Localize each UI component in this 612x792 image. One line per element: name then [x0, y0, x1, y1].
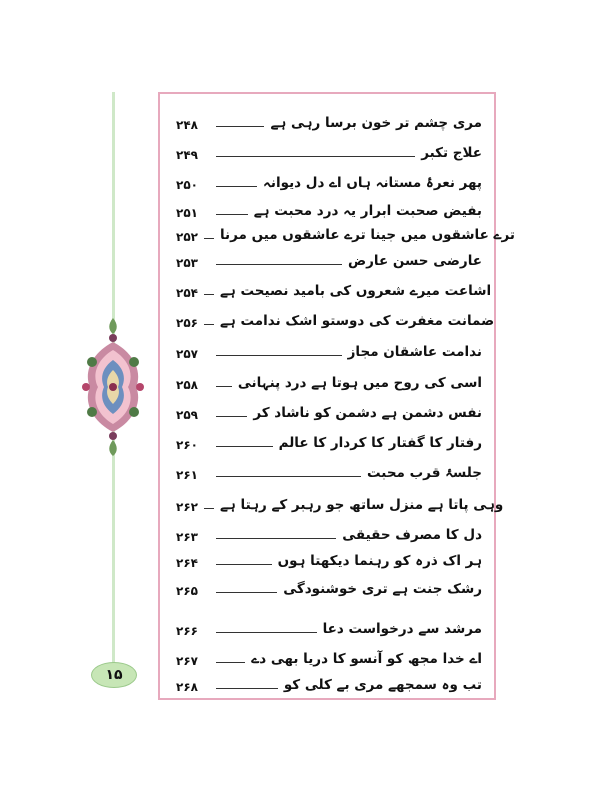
toc-entry[interactable]	[176, 335, 482, 361]
toc-entry[interactable]	[176, 612, 482, 638]
toc-entry-title: ضمانت مغفرت کی دوستو اشک ندامت ہے	[219, 313, 495, 329]
toc-entry[interactable]	[176, 304, 495, 330]
toc-entry[interactable]	[176, 544, 482, 570]
toc-page-number: ۲۶۰	[176, 438, 198, 452]
toc-entry[interactable]	[176, 396, 482, 422]
toc-entry[interactable]	[176, 274, 492, 300]
toc-entry-title: وہی پاتا ہے منزل ساتھ جو رہبر کے رہتا ہے	[219, 497, 504, 513]
toc-frame	[158, 92, 515, 700]
toc-page-number: ۲۶۵	[176, 584, 198, 598]
leader-line	[204, 238, 214, 239]
leader-line	[216, 264, 342, 265]
toc-entry-title: اے خدا مجھ کو آنسو کا دریا بھی دے	[251, 651, 482, 667]
toc-entry-title: جلسۂ قرب محبت	[367, 465, 482, 481]
toc-page-number: ۲۵۲	[176, 230, 198, 244]
toc-entry[interactable]	[176, 166, 482, 192]
leader-line	[216, 662, 245, 663]
toc-page-number: ۲۶۶	[176, 624, 198, 638]
toc-page-number: ۲۶۷	[176, 654, 198, 668]
toc-page-number: ۲۵۷	[176, 347, 198, 361]
toc-entry[interactable]	[176, 366, 482, 392]
leader-line	[216, 386, 232, 387]
toc-entry-title: ترے عاشقوں میں جینا ترے عاشقوں میں مرنا	[219, 227, 515, 243]
toc-entry[interactable]	[176, 488, 504, 514]
toc-entry[interactable]	[176, 136, 482, 162]
toc-entry-title: تب وہ سمجھے مری بے کلی کو	[283, 677, 482, 693]
leader-line	[216, 564, 272, 565]
leader-line	[216, 632, 317, 633]
toc-page-number: ۲۶۱	[176, 468, 198, 482]
leader-line	[216, 126, 264, 127]
toc-page-number: ۲۴۹	[176, 148, 198, 162]
toc-entry[interactable]	[176, 194, 482, 220]
leader-line	[216, 476, 361, 477]
toc-page-number: ۲۶۸	[176, 680, 198, 694]
toc-entry-title: مری چشم تر خون برسا رہی ہے	[270, 115, 482, 131]
leader-line	[216, 592, 277, 593]
toc-entry[interactable]	[176, 456, 482, 482]
toc-page-number: ۲۵۱	[176, 206, 198, 220]
floral-ornament-icon	[80, 314, 146, 460]
leader-line	[216, 538, 336, 539]
toc-entry-title: نفس دشمن ہے دشمن کو ناشاد کر	[253, 405, 482, 421]
toc-entry[interactable]	[176, 218, 515, 244]
page-number-badge: ۱۵	[91, 662, 137, 688]
toc-entry[interactable]	[176, 426, 482, 452]
leader-line	[216, 214, 248, 215]
toc-entry[interactable]	[176, 244, 482, 270]
leader-line	[216, 688, 278, 689]
toc-entry-title: اشاعت میرے شعروں کی بامید نصیحت ہے	[219, 283, 492, 299]
toc-entry-title: مرشد سے درخواست دعا	[322, 621, 482, 637]
toc-page-number: ۲۶۲	[176, 500, 198, 514]
toc-entry-title: ہر اک ذرہ کو رہنما دیکھتا ہوں	[277, 553, 482, 569]
leader-line	[204, 294, 214, 295]
toc-entry-title: رفتار کا گفتار کا کردار کا عالم	[278, 435, 482, 451]
toc-page-number: ۲۵۸	[176, 378, 198, 392]
leader-line	[216, 186, 257, 187]
toc-entry-title: رشک جنت ہے تری خوشنودگی	[283, 581, 482, 597]
toc-entry-title: ندامت عاشقان مجاز	[347, 344, 482, 360]
leader-line	[216, 355, 342, 356]
toc-page-number: ۲۶۴	[176, 556, 198, 570]
toc-entry-title: علاج تکبر	[421, 145, 482, 161]
toc-page-number: ۲۵۳	[176, 256, 198, 270]
toc-page-number: ۲۴۸	[176, 118, 198, 132]
ornament-bottom-sprig	[109, 432, 117, 456]
toc-page-number: ۲۵۰	[176, 178, 198, 192]
toc-entry[interactable]	[176, 668, 482, 694]
leader-line	[204, 508, 214, 509]
toc-entry-title: بفیض صحبت ابرار یہ درد محبت ہے	[253, 203, 482, 219]
toc-entry[interactable]	[176, 642, 482, 668]
leader-line	[216, 416, 247, 417]
leader-line	[216, 446, 273, 447]
toc-entry[interactable]	[176, 106, 482, 132]
toc-page-number: ۲۶۳	[176, 530, 198, 544]
ornament-body	[82, 342, 144, 432]
toc-page-number: ۲۵۹	[176, 408, 198, 422]
toc-entry[interactable]	[176, 518, 482, 544]
toc-page-number: ۲۵۶	[176, 316, 198, 330]
toc-entry-title: اسی کی روح میں ہوتا ہے درد پنہانی	[237, 375, 482, 391]
toc-entry-title: عارضی حسن عارض	[347, 253, 482, 269]
leader-line	[216, 156, 415, 157]
toc-entry[interactable]	[176, 572, 482, 598]
toc-entry-title: پھر نعرۂ مستانہ ہاں اے دل دیوانہ	[263, 175, 482, 191]
toc-entry-title: دل کا مصرف حقیقی	[342, 527, 482, 543]
leader-line	[204, 324, 214, 325]
toc-page-number: ۲۵۴	[176, 286, 198, 300]
ornament-top-sprig	[109, 318, 117, 342]
